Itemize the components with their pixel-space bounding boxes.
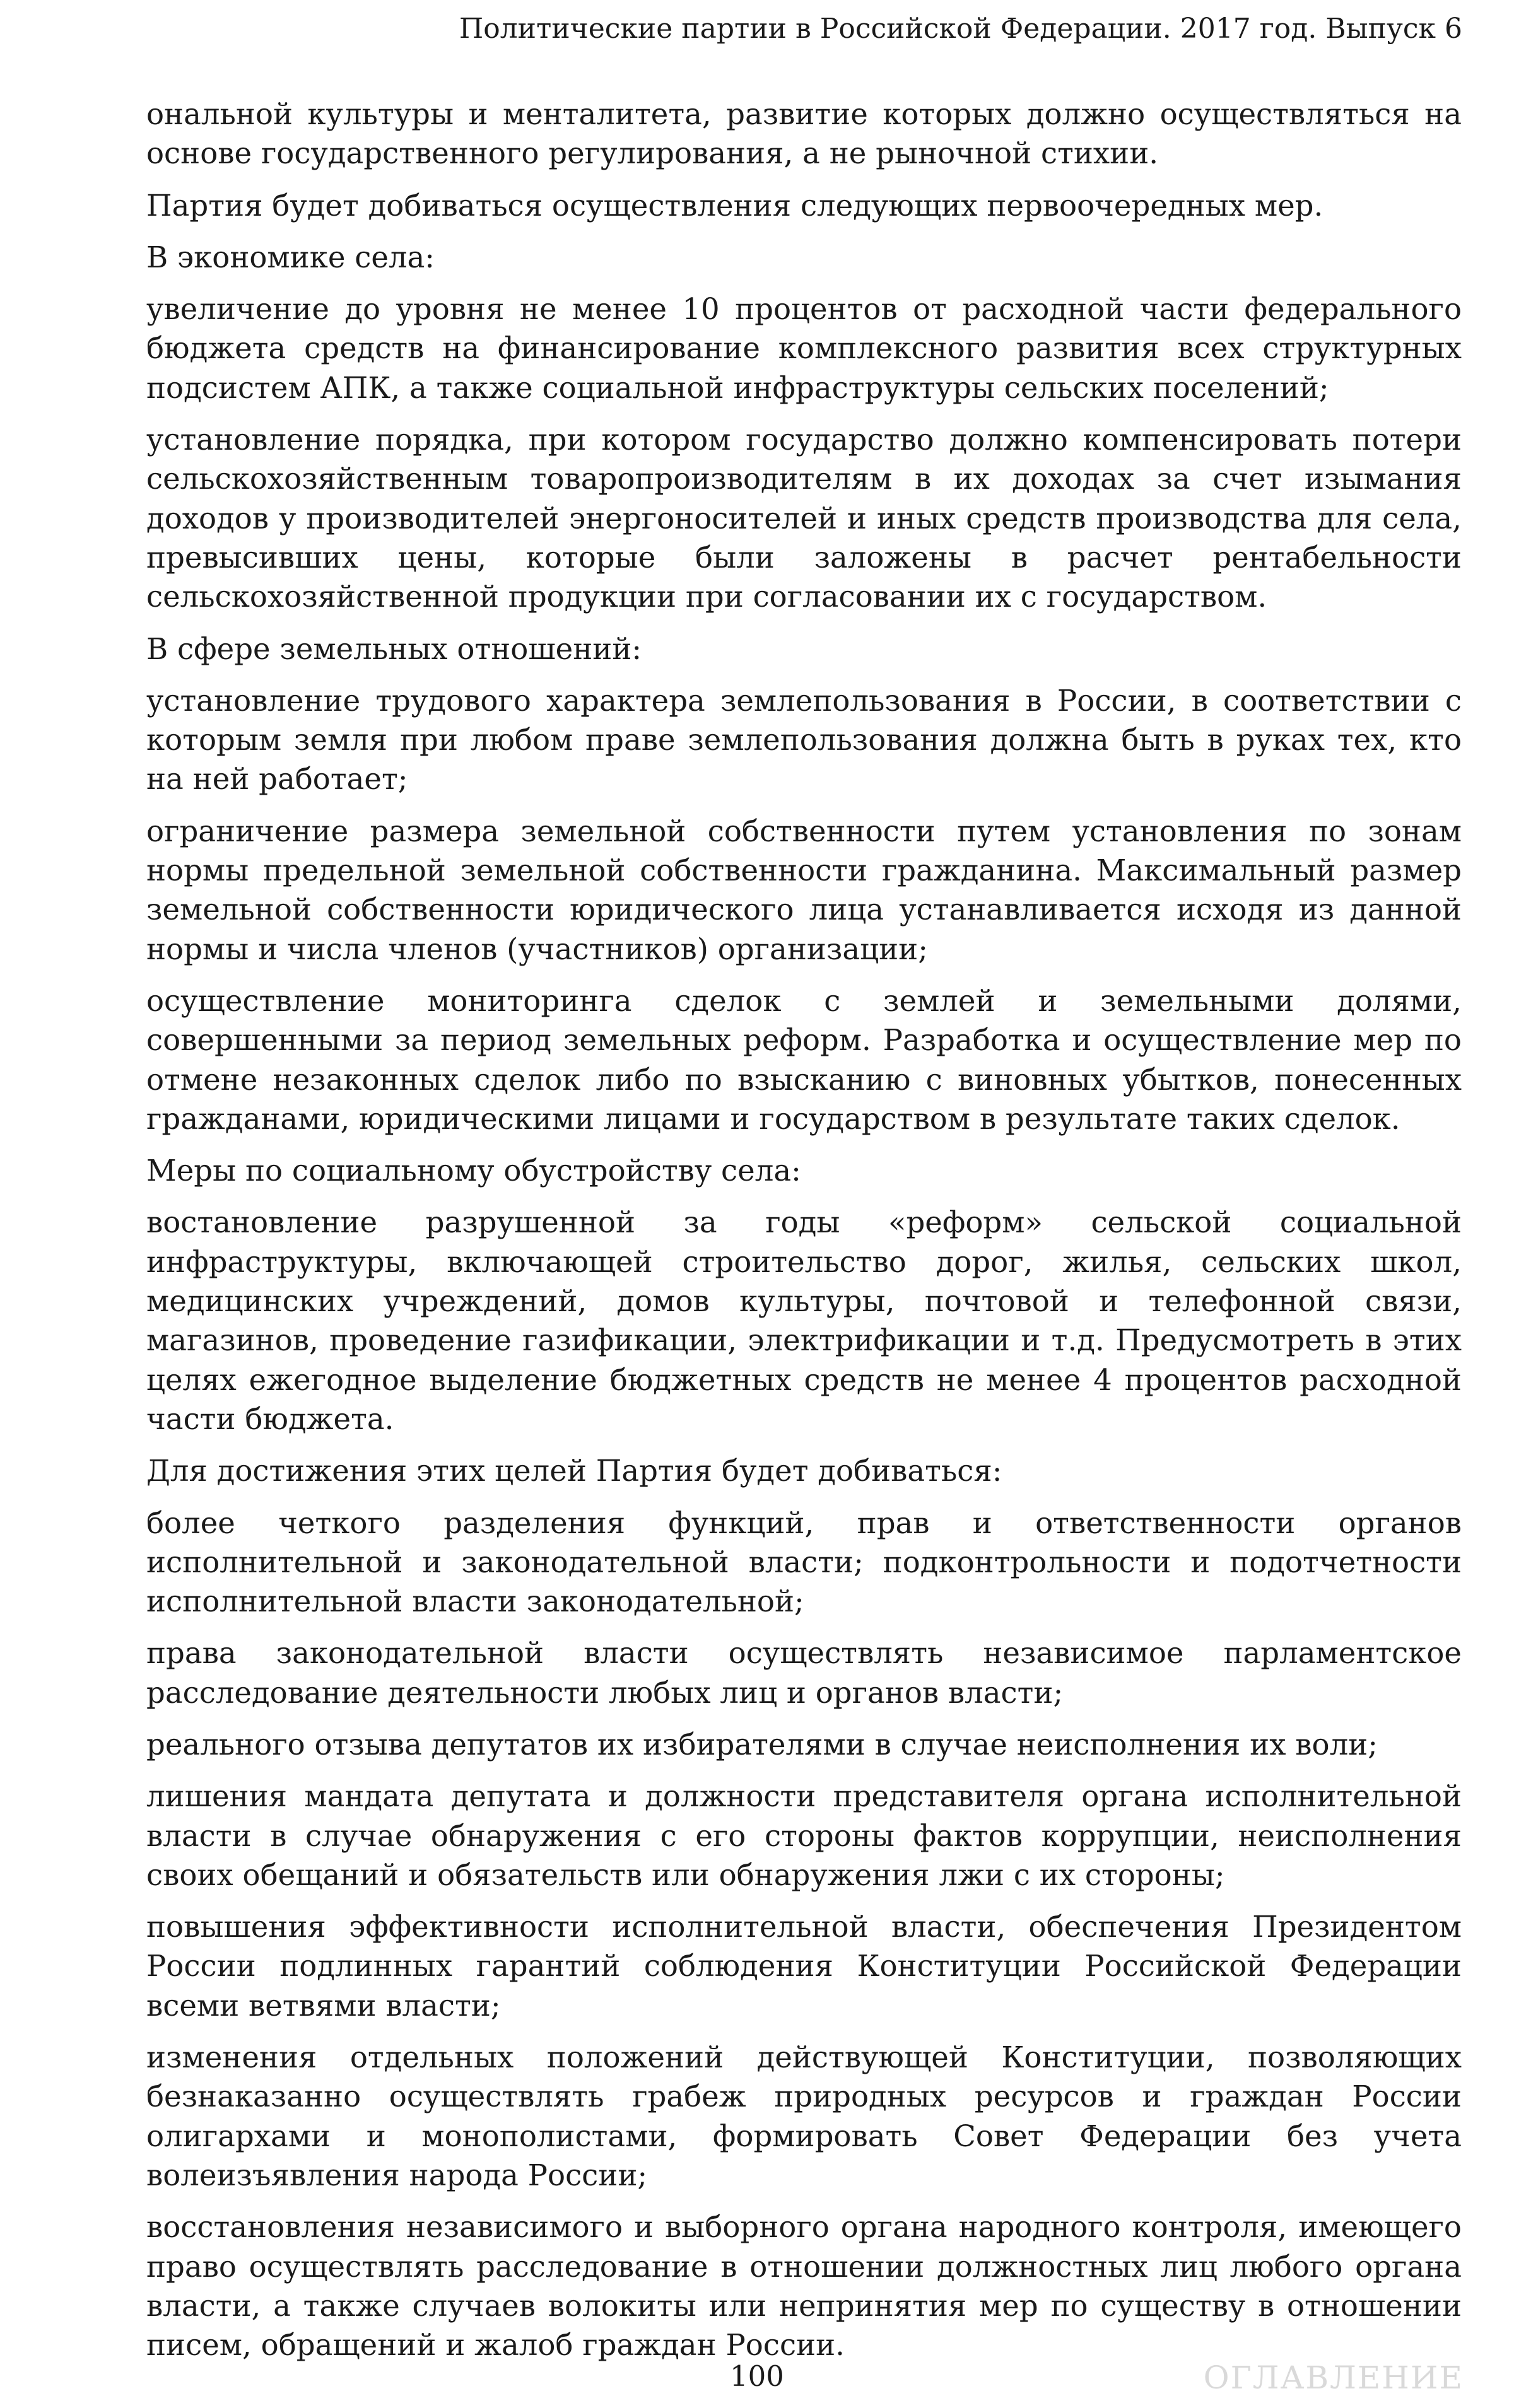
paragraph: права законодательной власти осуществлять независимое парламентское расследование деятельности любых лиц и органов власти; bbox=[146, 1636, 1462, 1710]
paragraph: ограничение размера земельной собственности путем установления по зонам нормы предельной земельной собственности гражданина. Максимальный размер земельной собственности юридического лица устанавливается исходя из данной нормы и числа членов (участников) организации; bbox=[146, 814, 1462, 966]
paragraph: более четкого разделения функций, прав и ответственности органов исполнительной и законодательной власти; подконтрольности и подотчетности исполнительной власти законодательной; bbox=[146, 1505, 1462, 1619]
paragraph: лишения мандата депутата и должности представителя органа исполнительной власти в случае обнаружения с его стороны фактов коррупции, неисполнения своих обещаний и обязательств или обнаружения лжи с их стороны; bbox=[146, 1779, 1462, 1892]
section-heading: В сфере земельных отношений: bbox=[146, 631, 642, 666]
page-number: 100 bbox=[730, 2359, 784, 2393]
section-heading: В экономике села: bbox=[146, 240, 435, 274]
paragraph: реального отзыва депутатов их избирателями в случае неисполнения их воли; bbox=[146, 1727, 1378, 1762]
paragraph: изменения отдельных положений действующей Конституции, позволяющих безнаказанно осуществлять грабеж природных ресурсов и граждан России олигархами и монополистами, формировать Совет Федерации без учета волеизъявления народа России; bbox=[146, 2040, 1462, 2192]
paragraph: ональной культуры и менталитета, развитие которых должно осуществляться на основе государственного регулирования, а не рыночной стихии. bbox=[146, 97, 1462, 171]
paragraph: восстановления независимого и выборного органа народного контроля, имеющего право осуществлять расследование в отношении должностных лиц любого органа власти, а также случаев волокиты или непринятия мер по существу в отношении писем, обращений и жалоб граждан России. bbox=[146, 2210, 1462, 2363]
paragraph: осуществление мониторинга сделок с землей и земельными долями, совершенными за период земельных реформ. Разработка и осуществление мер по отмене незаконных сделок либо по взысканию с виновных убытков, понесенных гражданами, юридическими лицами и государством в результате таких сделок. bbox=[146, 983, 1462, 1136]
body-text bbox=[146, 95, 1462, 2377]
running-header: Политические партии в Российской Федерации. 2017 год. Выпуск 6 bbox=[459, 13, 1462, 45]
table-of-contents-link[interactable]: ОГЛАВЛЕНИЕ bbox=[1203, 2359, 1464, 2396]
paragraph: повышения эффективности исполнительной власти, обеспечения Президентом России подлинных гарантий соблюдения Конституции Российской Федерации всеми ветвями власти; bbox=[146, 1910, 1462, 2023]
paragraph: Партия будет добиваться осуществления следующих первоочередных мер. bbox=[146, 188, 1323, 223]
paragraph: востановление разрушенной за годы «реформ» сельской социальной инфраструктуры, включающей строительство дорог, жилья, сельских школ, медицинских учреждений, домов культуры, почтовой и телефонной связи, магазинов, проведение газификации, электрификации и т.д. Предусмотреть в этих целях ежегодное выделение бюджетных средств не менее 4 процентов расходной части бюджета. bbox=[146, 1205, 1462, 1436]
section-heading: Меры по социальному обустройству села: bbox=[146, 1154, 801, 1188]
paragraph: установление трудового характера землепользования в России, в соответствии с которым земля при любом праве землепользования должна быть в руках тех, кто на ней работает; bbox=[146, 683, 1462, 797]
paragraph: установление порядка, при котором государство должно компенсировать потери сельскохозяйственным товаропроизводителям в их доходах за счет изымания доходов у производителей энергоносителей и иных средств производства для села, превысивших цены, которые были заложены в расчет рентабельности сельскохозяйственной продукции при согласовании их с государством. bbox=[146, 423, 1462, 614]
paragraph: увеличение до уровня не менее 10 процентов от расходной части федерального бюджета средств на финансирование комплексного развития всех структурных подсистем АПК, а также социальной инфраструктуры сельских поселений; bbox=[146, 292, 1462, 405]
section-heading: Для достижения этих целей Партия будет добиваться: bbox=[146, 1454, 1002, 1488]
